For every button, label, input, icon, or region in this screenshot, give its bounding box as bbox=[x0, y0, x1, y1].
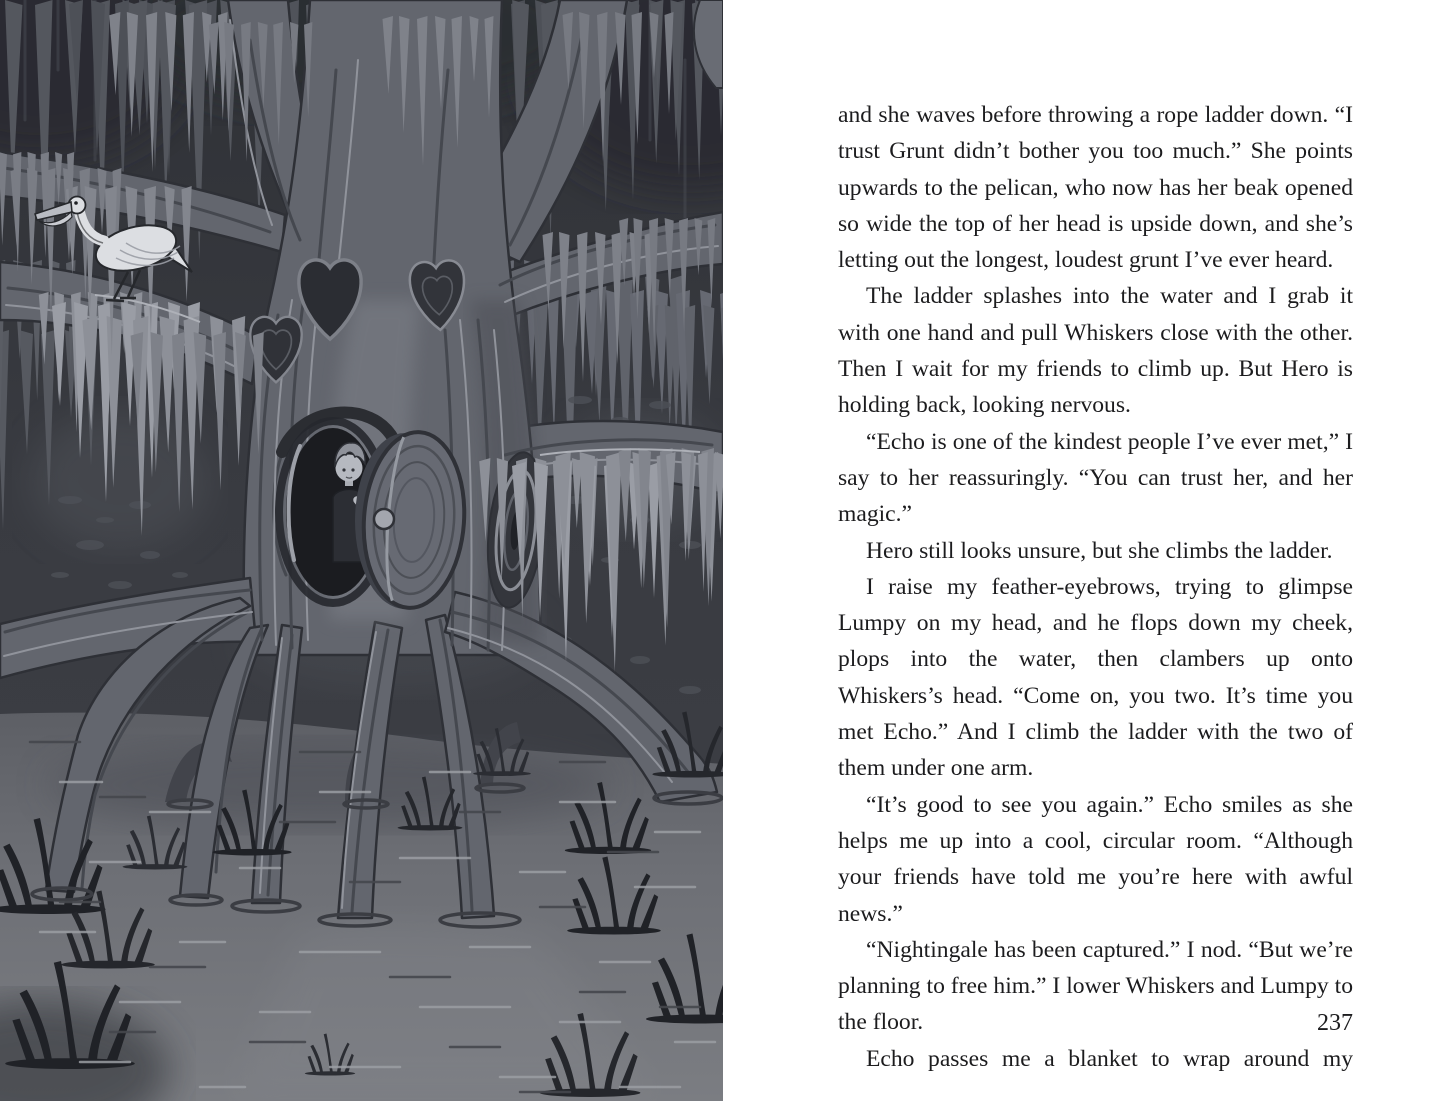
story-paragraph: “Echo is one of the kindest people I’ve ever met,” I say to her reassuringly. “You can trust her, and her magic.” bbox=[838, 428, 1353, 528]
door-knob bbox=[374, 509, 394, 529]
story-paragraph: I raise my feather-eyebrows, trying to glimpse Lumpy on my head, and he flops down my cheek, plops into the water, then clambers up onto Whiskers’s head. “Come on, you two. It’s time you met Echo.” And I climb the ladder with the two of them under one arm. bbox=[838, 573, 1353, 782]
story-paragraph: Echo passes me a blanket to wrap around my bbox=[866, 1045, 1353, 1072]
story-paragraph: and she waves before throwing a rope ladder down. “I trust Grunt didn’t bother you too much.” She points upwards to the pelican, who now has her beak opened so wide the top of her head is upside down, and she’s letting out the longest, loudest grunt I’ve ever heard. bbox=[838, 102, 1353, 274]
story-paragraph: The ladder splashes into the water and I grab it with one hand and pull Whiskers close with the other. Then I wait for my friends to climb up. But Hero is holding back, looking nervous. bbox=[838, 283, 1353, 419]
page-number: 237 bbox=[1317, 1010, 1353, 1036]
story-paragraph: “It’s good to see you again.” Echo smiles as she helps me up into a cool, circular room. “Although your friends have told me you’re here with awful news.” bbox=[838, 791, 1353, 927]
story-paragraph: Hero still looks unsure, but she climbs the ladder. bbox=[866, 537, 1333, 564]
story-text bbox=[838, 97, 1353, 1077]
story-paragraph: “Nightingale has been captured.” I nod. “But we’re planning to free him.” I lower Whiskers and Lumpy to the floor. bbox=[838, 936, 1353, 1036]
